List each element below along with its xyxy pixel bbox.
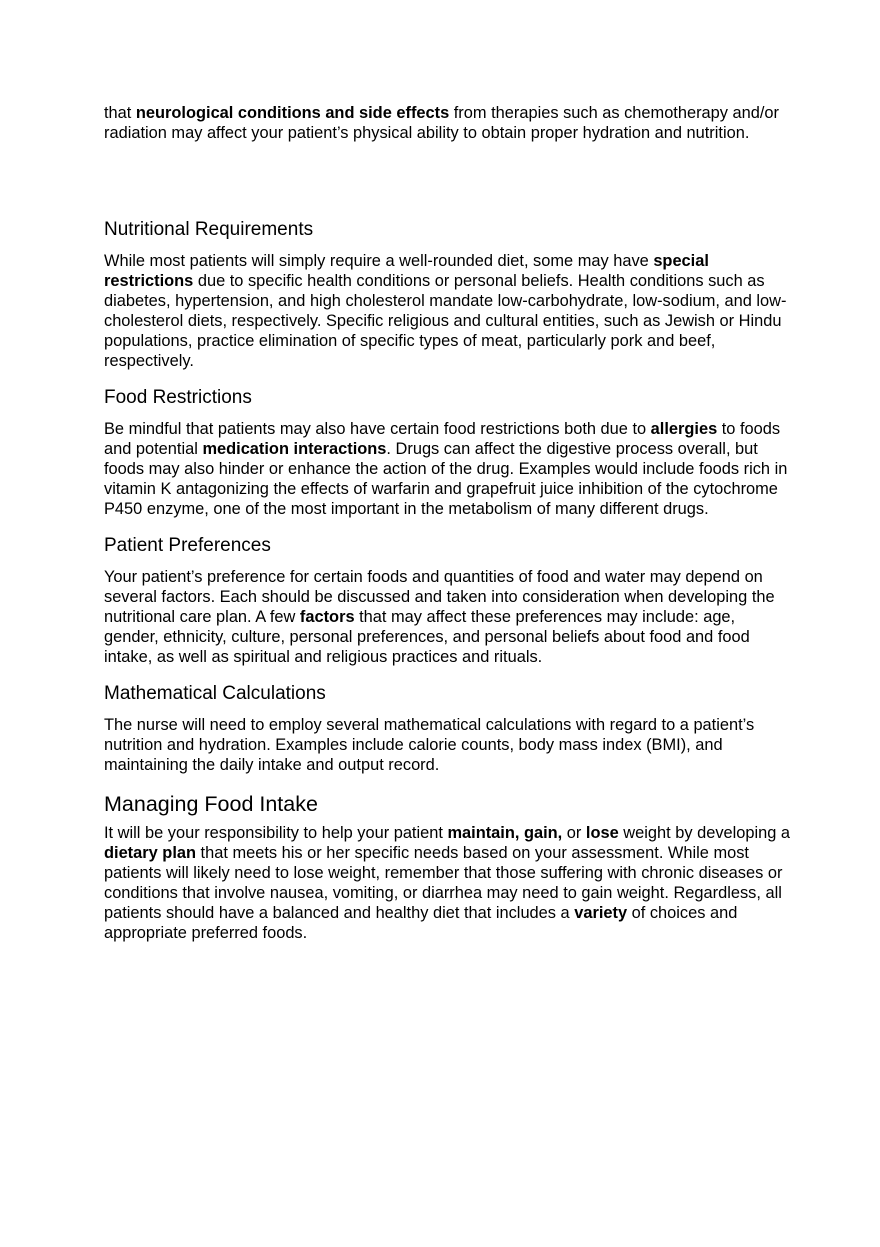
- mfi-bold-2: lose: [585, 824, 619, 842]
- heading-patient-preferences: Patient Preferences: [104, 535, 271, 556]
- intro-text-2: from therapies such as chemotherapy and/or radiation may affect your patient’s physical ability to obtain proper hydration and nutrition.: [104, 104, 780, 142]
- fr-text-3: . Drugs can affect the digestive process overall, but foods may also hinder or enhance the action of the drug. Examples would include foods rich in vitamin K antagonizing the effects of warfarin and grapefruit juice inhibition of the cytochrome P450 enzyme, one of the most important in the metabolism of many different drugs.: [104, 440, 788, 518]
- heading-managing-food-intake: Managing Food Intake: [104, 792, 318, 816]
- mfi-text-2: or: [562, 824, 586, 842]
- pp-bold-1: factors: [299, 608, 355, 626]
- managing-food-intake-paragraph: [104, 823, 794, 943]
- intro-paragraph: [104, 103, 794, 143]
- fr-bold-2: medication interactions: [202, 440, 387, 458]
- mathematical-calculations-paragraph: [104, 715, 794, 775]
- mc-text-1: The nurse will need to employ several mathematical calculations with regard to a patient’s nutrition and hydration. Examples include calorie counts, body mass index (BMI), and maintaining the daily intake and output record.: [104, 716, 755, 774]
- mfi-text-3: weight by developing a: [618, 824, 791, 842]
- mfi-text-4: that meets his or her specific needs based on your assessment. While most patients will likely need to lose weight, remember that those suffering with chronic diseases or conditions that involve nausea, vomiting, or diarrhea may need to gain weight. Regardless, all patients should have a balanced and healthy diet that includes a: [104, 844, 783, 922]
- intro-bold-1: neurological conditions and side effects: [135, 104, 450, 122]
- nr-text-2: due to specific health conditions or personal beliefs. Health conditions such as diabetes, hypertension, and high cholesterol mandate low-carbohydrate, low-sodium, and low-cholesterol diets, respectively. Specific religious and cultural entities, such as Jewish or Hindu populations, practice elimination of specific types of meat, particularly pork and beef, respectively.: [104, 272, 787, 370]
- mfi-bold-3: dietary plan: [104, 844, 196, 862]
- mfi-bold-1: maintain, gain,: [447, 824, 563, 842]
- document-page: [104, 103, 794, 943]
- food-restrictions-paragraph: [104, 419, 794, 519]
- heading-nutritional-requirements: Nutritional Requirements: [104, 219, 314, 240]
- pp-text-1: Your patient’s preference for certain foods and quantities of food and water may depend on several factors. Each should be discussed and taken into consideration when developing the nutritional care plan. A few: [104, 568, 775, 626]
- nr-bold-1: special restrictions: [104, 252, 709, 290]
- fr-text-2: to foods and potential: [104, 420, 781, 458]
- intro-text-1: that: [104, 104, 136, 122]
- mfi-text-1: It will be your responsibility to help your patient: [104, 824, 448, 842]
- heading-mathematical-calculations: Mathematical Calculations: [104, 683, 326, 704]
- heading-food-restrictions: Food Restrictions: [104, 387, 252, 408]
- pp-text-2: that may affect these preferences may include: age, gender, ethnicity, culture, personal preferences, and personal beliefs about food and food intake, as well as spiritual and religious practices and rituals.: [104, 608, 750, 666]
- patient-preferences-paragraph: [104, 567, 794, 667]
- nr-text-1: While most patients will simply require a well-rounded diet, some may have: [104, 252, 654, 270]
- nutritional-requirements-paragraph: [104, 251, 794, 371]
- mfi-text-5: of choices and appropriate preferred foods.: [104, 904, 738, 942]
- mfi-bold-4: variety: [574, 904, 628, 922]
- fr-bold-1: allergies: [650, 420, 718, 438]
- fr-text-1: Be mindful that patients may also have certain food restrictions both due to: [104, 420, 651, 438]
